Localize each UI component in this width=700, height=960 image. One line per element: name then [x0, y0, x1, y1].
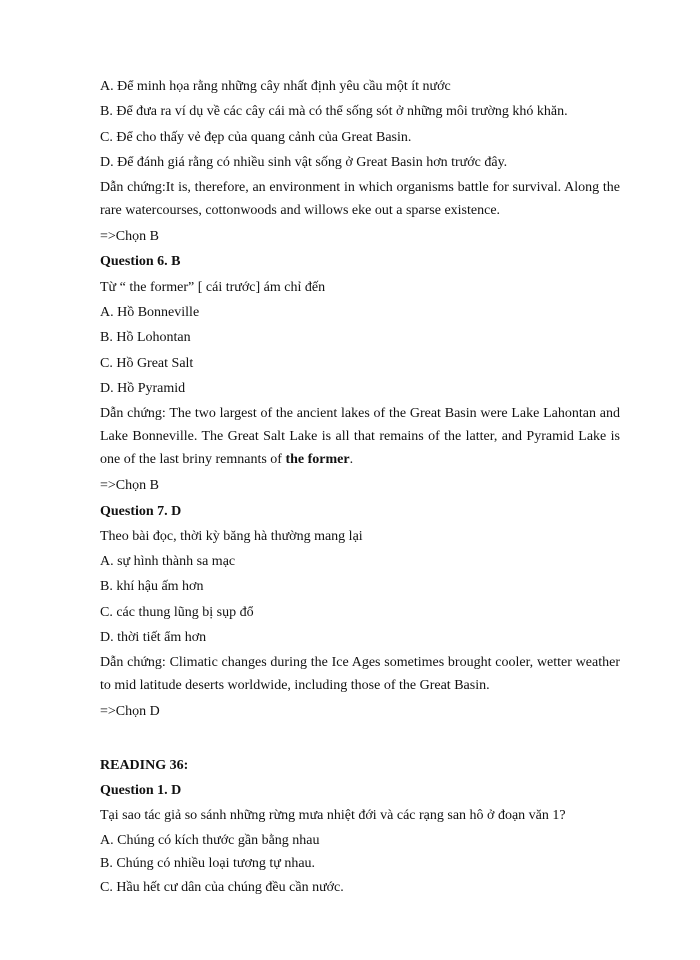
q6-heading: Question 6. B — [100, 254, 181, 270]
q7-option-c: C. các thung lũng bị sụp đổ — [100, 604, 254, 620]
q6-option-c: C. Hồ Great Salt — [100, 355, 194, 371]
q6-option-a: A. Hồ Bonneville — [100, 305, 200, 321]
q5-option-c: C. Để cho thấy vẻ đẹp của quang cảnh của Great Basin. — [100, 129, 412, 145]
q7-prompt: Theo bài đọc, thời kỳ băng hà thường mang lại — [100, 528, 363, 544]
reading-36-heading: READING 36: — [100, 757, 189, 773]
q5-option-a: A. Để minh họa rằng những cây nhất định yêu cầu một ít nước — [100, 79, 451, 94]
q5-option-d: D. Để đánh giá rằng có nhiều sinh vật sống ở Great Basin hơn trước đây. — [100, 154, 508, 170]
q7-option-b: B. khí hậu ấm hơn — [100, 579, 204, 595]
q6-answer: =>Chọn B — [100, 478, 159, 494]
q6-evidence-text: Dẫn chứng: The two largest of the ancient lakes of the Great Basin were Lake Lahontan and Lake Bonneville. The Great Salt Lake is all that remains of the latter, and Pyramid Lake is one of the last briny remnants of — [100, 406, 620, 468]
r36-q1-heading: Question 1. D — [100, 782, 182, 798]
q7-evidence: Dẫn chứng: Climatic changes during the Ice Ages sometimes brought cooler, wetter weather to mid latitude deserts worldwide, including those of the Great Basin. — [100, 655, 620, 694]
q7-option-d: D. thời tiết ẩm hơn — [100, 630, 207, 646]
q5-answer: =>Chọn B — [100, 229, 159, 245]
q7-heading: Question 7. D — [100, 503, 182, 519]
q5-option-b: B. Để đưa ra ví dụ về các cây cái mà có thể sống sót ở những môi trường khó khăn. — [100, 104, 568, 120]
q6-evidence-end: . — [349, 452, 354, 468]
q6-evidence — [100, 401, 620, 473]
r36-q1-option-a: A. Chúng có kích thước gần bằng nhau — [100, 832, 320, 848]
r36-q1-prompt: Tại sao tác giả so sánh những rừng mưa nhiệt đới và các rạng san hô ở đoạn văn 1? — [100, 808, 566, 824]
q5-evidence: Dẫn chứng:It is, therefore, an environment in which organisms battle for survival. Along the rare watercourses, cottonwoods and willows eke out a sparse existence. — [100, 180, 620, 219]
q7-option-a: A. sự hình thành sa mạc — [100, 554, 236, 570]
r36-q1-option-b: B. Chúng có nhiều loại tương tự nhau. — [100, 856, 316, 872]
q6-option-b: B. Hồ Lohontan — [100, 330, 191, 346]
section-spacer — [100, 725, 620, 753]
q6-prompt: Từ “ the former” [ cái trước] ám chỉ đến — [100, 279, 326, 295]
q6-evidence-highlight: the former — [285, 452, 350, 468]
document-page — [100, 74, 620, 899]
q6-option-d: D. Hồ Pyramid — [100, 380, 186, 396]
r36-q1-option-c: C. Hầu hết cư dân của chúng đều cần nước. — [100, 879, 344, 895]
q7-answer: =>Chọn D — [100, 704, 160, 720]
